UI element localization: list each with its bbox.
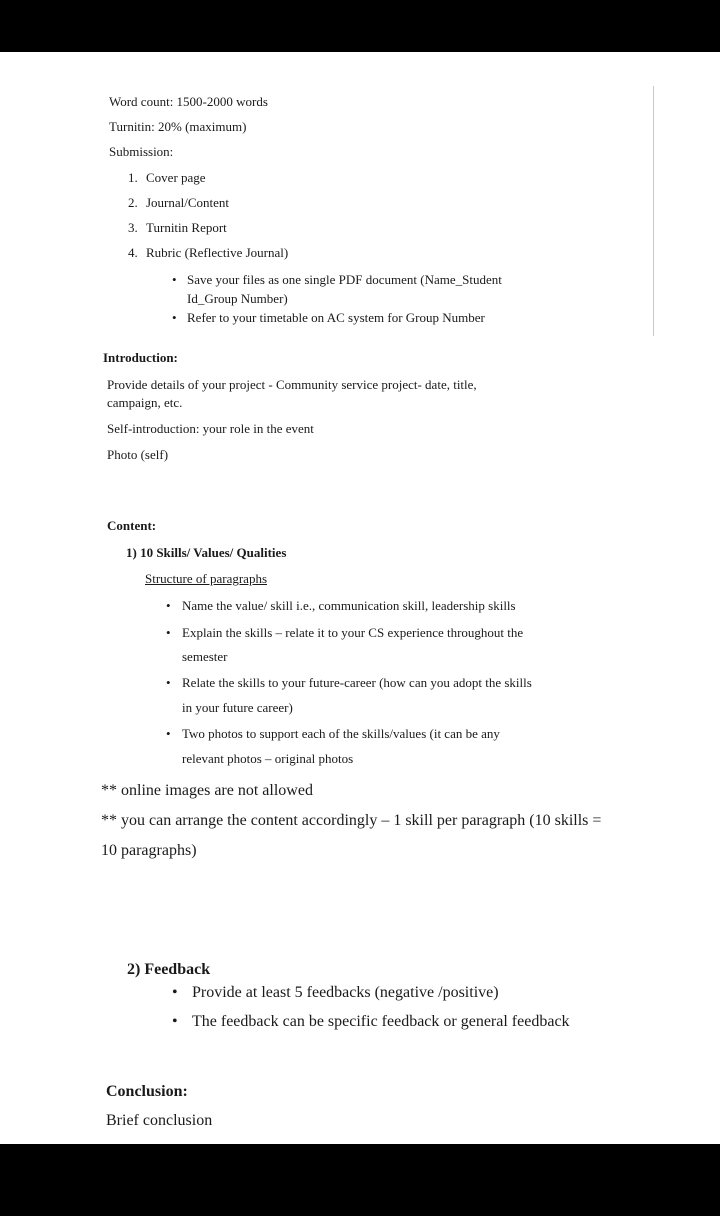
note-2 bbox=[101, 811, 601, 831]
note-1 bbox=[101, 781, 313, 801]
note-text: you can arrange the content accordingly – 1 skill per paragraph (10 skills = bbox=[121, 812, 602, 829]
content-bullet-4-line2: relevant photos – original photos bbox=[182, 751, 354, 766]
introduction-heading: Introduction: bbox=[103, 350, 178, 365]
list-text: Rubric (Reflective Journal) bbox=[146, 245, 289, 260]
bullet-icon: • bbox=[172, 310, 177, 325]
list-number: 4. bbox=[128, 245, 138, 260]
content-bullet-1: Name the value/ skill i.e., communication skill, leadership skills bbox=[182, 598, 516, 613]
submission-label: Submission: bbox=[109, 144, 174, 159]
submission-bullet-1-line2: Id_Group Number) bbox=[187, 291, 288, 306]
content-bullet-2-line2: semester bbox=[182, 649, 228, 664]
list-number: 1. bbox=[128, 170, 138, 185]
note-text: online images are not allowed bbox=[121, 782, 313, 799]
bullet-icon: • bbox=[172, 1013, 178, 1030]
conclusion-heading: Conclusion: bbox=[106, 1083, 188, 1100]
introduction-p1-line2: campaign, etc. bbox=[107, 395, 183, 410]
page-margin-line bbox=[653, 86, 654, 336]
list-item bbox=[128, 220, 227, 236]
bullet-icon: • bbox=[166, 726, 171, 741]
section-2-title: 2) Feedback bbox=[127, 961, 211, 978]
list-text: Turnitin Report bbox=[146, 220, 227, 235]
bullet-icon: • bbox=[172, 984, 178, 1001]
section-1-title: 1) 10 Skills/ Values/ Qualities bbox=[126, 545, 287, 560]
content-bullet-3-line1: Relate the skills to your future-career (how can you adopt the skills bbox=[182, 675, 532, 690]
bullet-icon: • bbox=[172, 272, 177, 287]
feedback-bullet-1: Provide at least 5 feedbacks (negative /positive) bbox=[192, 984, 499, 1001]
bullet-icon: • bbox=[166, 625, 171, 640]
list-number: 3. bbox=[128, 220, 138, 235]
introduction-p1-line1: Provide details of your project - Community service project- date, title, bbox=[107, 377, 477, 392]
note-marker: ** bbox=[101, 782, 117, 799]
introduction-p2: Self-introduction: your role in the event bbox=[107, 421, 314, 436]
list-item bbox=[128, 170, 206, 186]
list-item bbox=[128, 245, 288, 261]
list-number: 2. bbox=[128, 195, 138, 210]
list-text: Journal/Content bbox=[146, 195, 230, 210]
content-heading: Content: bbox=[107, 518, 157, 533]
content-bullet-2-line1: Explain the skills – relate it to your CS experience throughout the bbox=[182, 625, 524, 640]
introduction-p3: Photo (self) bbox=[107, 447, 169, 462]
note-marker: ** bbox=[101, 812, 117, 829]
list-item bbox=[128, 195, 229, 211]
submission-bullet-1-line1: Save your files as one single PDF document (Name_Student bbox=[187, 272, 502, 287]
turnitin-limit: Turnitin: 20% (maximum) bbox=[109, 119, 247, 134]
note-2-line2: 10 paragraphs) bbox=[101, 842, 197, 859]
content-bullet-3-line2: in your future career) bbox=[182, 700, 293, 715]
conclusion-text: Brief conclusion bbox=[106, 1112, 213, 1129]
word-count: Word count: 1500-2000 words bbox=[109, 94, 268, 109]
list-text: Cover page bbox=[146, 170, 206, 185]
feedback-bullet-2: The feedback can be specific feedback or general feedback bbox=[192, 1013, 570, 1030]
submission-bullet-2: Refer to your timetable on AC system for Group Number bbox=[187, 310, 485, 325]
structure-label: Structure of paragraphs bbox=[145, 571, 268, 586]
bullet-icon: • bbox=[166, 598, 171, 613]
document-page bbox=[0, 52, 720, 1144]
content-bullet-4-line1: Two photos to support each of the skills/values (it can be any bbox=[182, 726, 500, 741]
bullet-icon: • bbox=[166, 675, 171, 690]
